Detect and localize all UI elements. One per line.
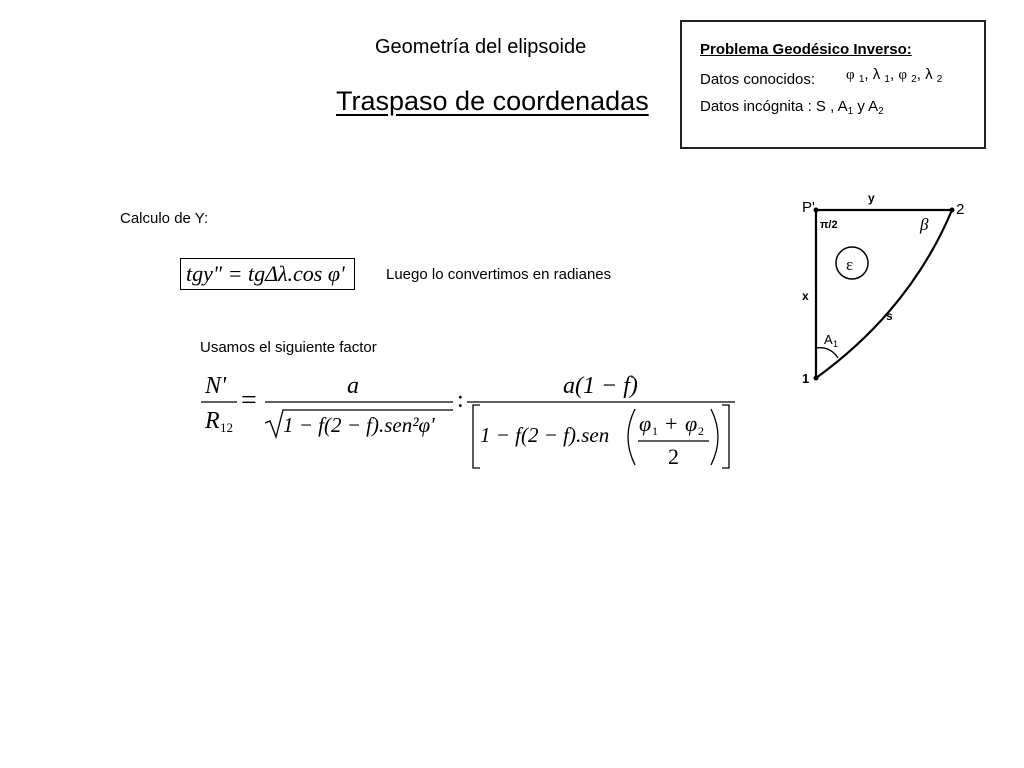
label-1: 1 [802, 371, 810, 386]
right-paren [711, 409, 718, 465]
known-lambda2: λ [925, 66, 933, 83]
right-bracket [722, 405, 729, 468]
lhs-numerator: N' [205, 373, 227, 399]
colon-sign: : [457, 387, 464, 413]
unknown-sub2: 2 [878, 106, 884, 117]
unknown-sub1: 1 [847, 106, 854, 117]
left-bracket [473, 405, 480, 468]
point-1 [814, 376, 819, 381]
phi2: φ [685, 411, 698, 436]
unknown-data [700, 98, 884, 117]
page-title: Traspaso de coordenadas [336, 86, 649, 116]
known-data-values: φ $_1$, λ $_1$, φ $_2$, λ $_2$ [846, 66, 943, 85]
radians-note: Luego lo convertimos en radianes [386, 266, 612, 283]
lhs-denominator-sub: 12 [220, 420, 233, 435]
label-y: y [868, 191, 875, 205]
known-lambda1-sub: 1 [884, 74, 890, 85]
denominator-two: 2 [668, 444, 679, 469]
label-pi-half: π/2 [820, 219, 838, 231]
subtitle: Geometría del elipsoide [375, 36, 587, 58]
calc-label: Calculo de Y: [120, 210, 209, 227]
equation-tgy [180, 258, 355, 290]
phi1-sub: 1 [652, 424, 658, 438]
factor-formula [195, 365, 740, 475]
label-s: s [886, 309, 893, 323]
angle-a1-arc [816, 348, 838, 358]
frac2-denominator-prefix: 1 − f(2 − f).sen [480, 423, 610, 447]
unknown-mid: y A [853, 98, 879, 115]
phi2-sub: 2 [698, 424, 704, 438]
phi1: φ [639, 411, 652, 436]
plus-sign: + [665, 411, 678, 436]
known-lambda2-sub: 2 [936, 74, 943, 85]
label-epsilon: ε [846, 255, 854, 274]
side-s [816, 210, 952, 378]
label-2: 2 [956, 201, 965, 218]
problem-heading: Problema Geodésico Inverso: [700, 41, 912, 58]
lhs-denominator: R [205, 408, 220, 434]
frac1-numerator: a [347, 373, 359, 399]
label-p: P' [802, 199, 815, 216]
left-paren [628, 409, 635, 465]
point-2 [950, 208, 955, 213]
known-lambda1: λ [872, 66, 881, 83]
frac1-denominator: 1 − f(2 − f).sen²φ' [283, 413, 435, 437]
label-x: x [802, 289, 809, 303]
problem-box [680, 20, 986, 149]
known-phi2: φ [898, 67, 907, 83]
factor-label: Usamos el siguiente factor [200, 339, 377, 356]
frac2-numerator: a(1 − f) [563, 373, 638, 399]
equals-sign: = [241, 385, 257, 416]
known-phi1-sub: 1 [858, 74, 865, 85]
label-a: A [824, 332, 833, 347]
known-data-label: Datos conocidos: [700, 71, 816, 88]
known-phi2-sub: 2 [911, 74, 917, 85]
label-a-sub: 1 [833, 339, 839, 349]
triangle-diagram [790, 180, 990, 400]
unknown-label: Datos incógnita : S , A [700, 98, 848, 115]
known-phi1: φ [846, 67, 855, 83]
label-beta: β [920, 215, 929, 234]
equation-tgy-text: tgy" = tgΔλ.cos φ' [186, 261, 345, 286]
